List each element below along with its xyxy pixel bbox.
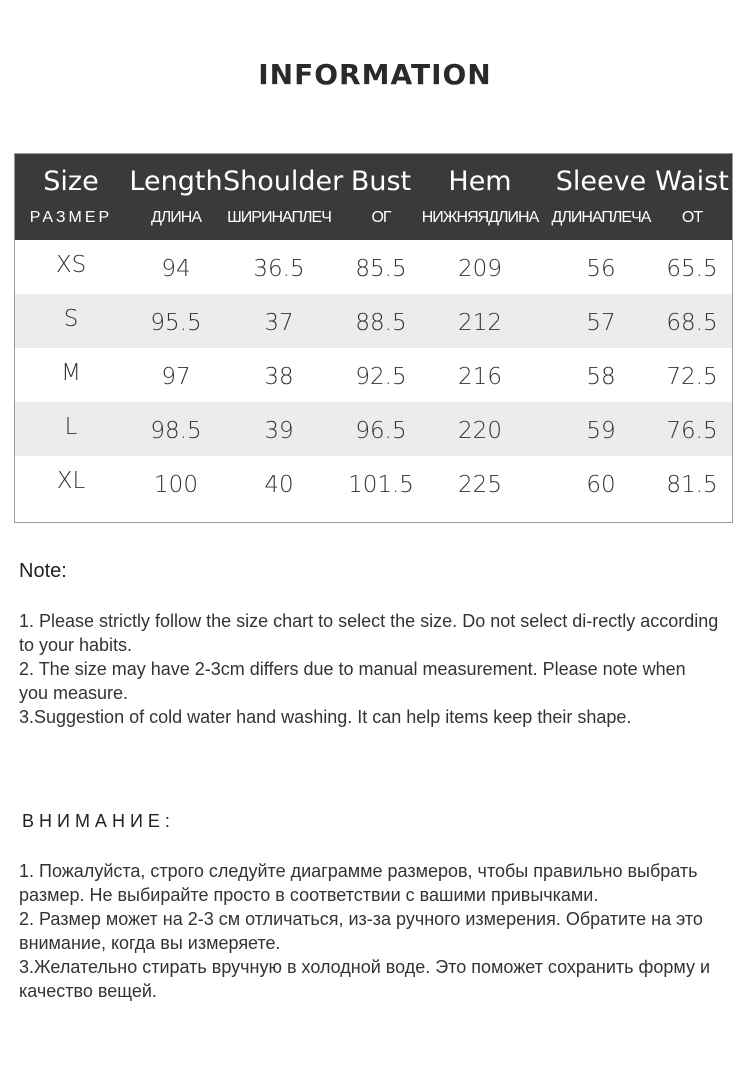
table-row bbox=[15, 402, 732, 456]
table-cell: 72.5 bbox=[666, 364, 718, 390]
header-label: Waist bbox=[655, 166, 729, 197]
table-cell: 81.5 bbox=[666, 472, 718, 498]
table-cell: 39 bbox=[264, 418, 294, 444]
table-cell: 212 bbox=[458, 310, 502, 336]
table-cell: 220 bbox=[458, 418, 502, 444]
header-waist bbox=[651, 154, 733, 240]
table-cell: 68.5 bbox=[666, 310, 718, 336]
table-cell: 100 bbox=[154, 472, 198, 498]
table-cell: 97 bbox=[161, 364, 191, 390]
table-cell: 36.5 bbox=[253, 256, 305, 282]
header-bust bbox=[333, 154, 429, 240]
table-row bbox=[15, 294, 732, 348]
header-hem bbox=[419, 154, 541, 240]
table-cell: 37 bbox=[264, 310, 294, 336]
header-sublabel: НИЖНЯЯДЛИНА bbox=[421, 209, 539, 226]
header-sublabel: ОГ bbox=[371, 209, 391, 226]
header-sublabel: ШИРИНАПЛЕЧ bbox=[227, 209, 331, 226]
table-cell: 216 bbox=[458, 364, 502, 390]
attention-heading: ВНИМАНИЕ: bbox=[22, 811, 175, 831]
table-cell: 57 bbox=[586, 310, 616, 336]
note-text bbox=[19, 609, 719, 729]
table-cell: 58 bbox=[586, 364, 616, 390]
table-cell: 101.5 bbox=[348, 472, 414, 498]
table-cell: 98.5 bbox=[150, 418, 202, 444]
table-cell: 76.5 bbox=[666, 418, 718, 444]
header-sublabel: ОТ bbox=[681, 209, 703, 226]
table-cell: 92.5 bbox=[355, 364, 407, 390]
header-label: Sleeve bbox=[555, 166, 647, 197]
header-label: Bust bbox=[350, 166, 412, 197]
attention-text bbox=[19, 859, 719, 1003]
note-line: 2. The size may have 2-3cm differs due to manual measurement. Please note when you measure. bbox=[19, 659, 686, 703]
table-cell: S bbox=[63, 306, 79, 332]
table-cell: XS bbox=[55, 252, 87, 278]
table-cell: 88.5 bbox=[355, 310, 407, 336]
table-cell: 56 bbox=[586, 256, 616, 282]
table-header bbox=[15, 154, 732, 240]
header-length bbox=[127, 154, 225, 240]
table-cell: 38 bbox=[264, 364, 294, 390]
table-cell: 65.5 bbox=[666, 256, 718, 282]
note-line: 3.Suggestion of cold water hand washing. It can help items keep their shape. bbox=[19, 707, 632, 727]
page-title: INFORMATION bbox=[258, 58, 492, 91]
header-size bbox=[15, 154, 127, 240]
table-cell: 85.5 bbox=[355, 256, 407, 282]
table-cell: M bbox=[61, 360, 81, 386]
header-shoulder bbox=[223, 154, 344, 240]
header-sublabel: ДЛИНА bbox=[150, 209, 202, 226]
note-heading: Note: bbox=[19, 560, 67, 582]
table-row bbox=[15, 456, 732, 510]
table-cell: 95.5 bbox=[150, 310, 202, 336]
table-row bbox=[15, 348, 732, 402]
table-cell: 60 bbox=[586, 472, 616, 498]
header-sleeve bbox=[545, 154, 657, 240]
attention-line: 3.Желательно стирать вручную в холодной воде. Это поможет сохранить форму и качество вещей. bbox=[19, 957, 711, 1001]
table-cell: 94 bbox=[161, 256, 191, 282]
note-line: 1. Please strictly follow the size chart to select the size. Do not select di-rectly according to your habits. bbox=[19, 611, 719, 655]
table-cell: 96.5 bbox=[355, 418, 407, 444]
header-sublabel: РАЗМЕР bbox=[29, 209, 113, 226]
table-cell: 209 bbox=[458, 256, 502, 282]
table-cell: 225 bbox=[458, 472, 502, 498]
table-cell: 59 bbox=[586, 418, 616, 444]
header-label: Hem bbox=[448, 166, 512, 197]
table-cell: XL bbox=[56, 468, 86, 494]
attention-line: 2. Размер может на 2-3 см отличаться, из-за ручного измерения. Обратите на это внимание, когда вы измеряете. bbox=[19, 909, 703, 953]
table-row bbox=[15, 240, 732, 294]
header-sublabel: ДЛИНАПЛЕЧА bbox=[551, 209, 651, 226]
size-table bbox=[14, 153, 733, 523]
table-cell: L bbox=[64, 414, 78, 440]
attention-line: 1. Пожалуйста, строго следуйте диаграмме размеров, чтобы правильно выбрать размер. Не выбирайте просто в соответствии с вашими привычками. bbox=[19, 861, 698, 905]
header-label: Size bbox=[43, 166, 99, 197]
header-label: Length bbox=[129, 166, 223, 197]
table-cell: 40 bbox=[264, 472, 294, 498]
header-label: Shoulder bbox=[223, 166, 344, 197]
